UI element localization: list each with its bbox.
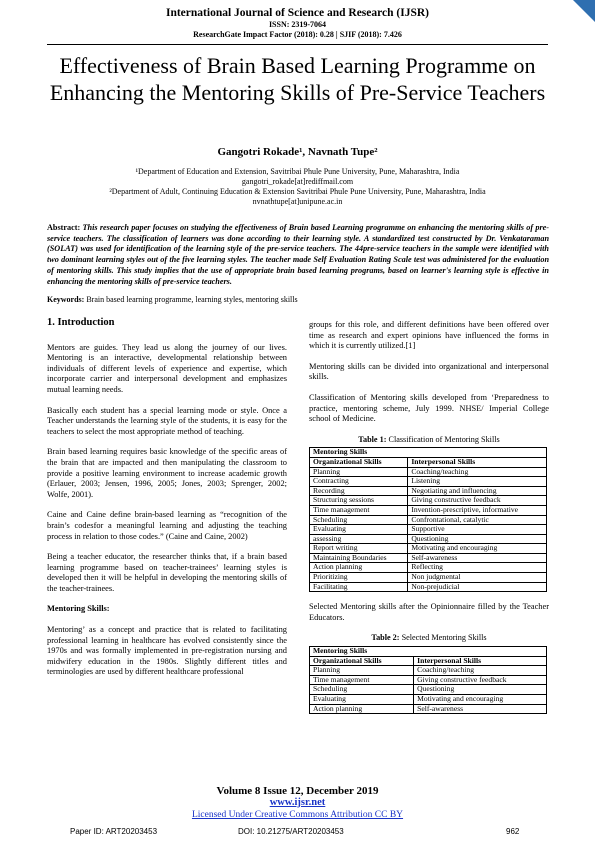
table-2-caption-text: Selected Mentoring Skills bbox=[399, 633, 487, 643]
table-cell: Report writing bbox=[310, 544, 408, 554]
paragraph: Selected Mentoring skills after the Opinionnaire filled by the Teacher Educators. bbox=[309, 602, 549, 622]
page-number: 962 bbox=[506, 827, 520, 836]
table-cell: assessing bbox=[310, 534, 408, 544]
table-2-title: Mentoring Skills bbox=[310, 647, 547, 657]
table-cell: Non judgmental bbox=[408, 573, 547, 583]
journal-header bbox=[0, 7, 595, 40]
table-row bbox=[310, 525, 547, 535]
journal-impact: ResearchGate Impact Factor (2018): 0.28 | SJIF (2018): 7.426 bbox=[193, 30, 402, 39]
table-1 bbox=[309, 447, 547, 592]
table-row bbox=[310, 582, 547, 592]
table-cell: Maintaining Boundaries bbox=[310, 553, 408, 563]
table-cell: Invention-prescriptive, informative bbox=[408, 505, 547, 515]
paragraph: Brain based learning requires basic knowledge of the specific areas of the brain that are impacted and then manipulating the classroom to provide a positive learning environment to increase academic growth (Erlauer, 2003; Jensen, 1996, 2005; Jones, 2003; Sprenger, 2002; Wolfe, 2001). bbox=[47, 447, 287, 499]
table-row bbox=[310, 695, 547, 705]
table-cell: Motivating and encouraging bbox=[414, 695, 547, 705]
table-row bbox=[310, 505, 547, 515]
website-link[interactable]: www.ijsr.net bbox=[269, 797, 326, 808]
license-link[interactable]: Licensed Under Creative Commons Attribution CC BY bbox=[191, 810, 404, 820]
affiliation-1: ¹Department of Education and Extension, Savitribai Phule Pune University, Pune, Maharashtra, India bbox=[135, 167, 460, 176]
abstract-text: This research paper focuses on studying the effectiveness of Brain based Learning programme on enhancing the mentoring skills of pre-service teachers. The classification of learners was done according to their learning style. A standardized test constructed by Dr. Venkataraman (SOLAT) was used for identification of the learning style of the pre-service teachers. The 44pre-service teachers in the sample were identified with two dominant learning styles out of the five learning styles. The teacher made Self Evaluation Rating Scale test was administered for the evaluation of mentoring skills. This study implies that the use of appropriate brain based learning programs, based on learner's learning style is effective in enhancing the mentoring skills of pre-service teachers. bbox=[47, 223, 550, 286]
table-cell: Coaching/teaching bbox=[408, 467, 547, 477]
right-column bbox=[309, 320, 549, 714]
table-cell: Giving constructive feedback bbox=[414, 675, 547, 685]
paragraph: groups for this role, and different definitions have been offered over time as research and expert opinions have influenced the forms in which it is currently utilized.[1] bbox=[309, 320, 549, 351]
header-rule bbox=[47, 44, 548, 45]
affiliation-2: ²Department of Adult, Continuing Education & Extension Savitribai Phule Pune University, Pune, Maharashtra, India bbox=[109, 187, 486, 196]
affiliations bbox=[40, 167, 555, 207]
table-row bbox=[310, 573, 547, 583]
journal-issn: ISSN: 2319-7064 bbox=[268, 20, 327, 29]
subheading-mentoring-skills: Mentoring Skills: bbox=[47, 604, 110, 614]
table-2 bbox=[309, 646, 547, 714]
table-1-caption-text: Classification of Mentoring Skills bbox=[386, 434, 500, 444]
table-cell: Planning bbox=[310, 666, 414, 676]
journal-name: International Journal of Science and Research (IJSR) bbox=[165, 7, 429, 19]
abstract-label: Abstract: bbox=[47, 223, 81, 232]
table-cell: Listening bbox=[408, 477, 547, 487]
paragraph: Caine and Caine define brain-based learning as “recognition of the brain’s codesfor a meaningful learning and adjusting the teaching process in relation to those codes.” (Caine and Caine, 2002) bbox=[47, 510, 287, 541]
keywords bbox=[47, 295, 549, 305]
table-1-title: Mentoring Skills bbox=[310, 448, 547, 458]
table-cell: Time management bbox=[310, 505, 408, 515]
table-cell: Confrontational, catalytic bbox=[408, 515, 547, 525]
table-cell: Evaluating bbox=[310, 525, 408, 535]
table-cell: Questioning bbox=[414, 685, 547, 695]
table-2-caption bbox=[309, 633, 549, 644]
paragraph: Mentoring’ as a concept and practice that is related to facilitating professional learning in healthcare has evolved consistently since the 1970s and was formally implemented in pre-registration nursing and midwifery education in the 1980s. Slightly different titles and terminologies are used by different healthcare professional bbox=[47, 625, 287, 677]
email-2: nvnathtupe[at]unipune.ac.in bbox=[252, 197, 343, 206]
email-1: gangotri_rokade[at]rediffmail.com bbox=[241, 177, 354, 186]
paper-id: Paper ID: ART20203453 bbox=[70, 827, 158, 836]
table-cell: Negotiating and influencing bbox=[408, 486, 547, 496]
table-row bbox=[310, 544, 547, 554]
paragraph: Being a teacher educator, the researcher thinks that, if a brain based learning programme based on teacher-trainees’ learning styles is developed then it will be helpful in developing the mentoring skills of the teacher-trainees. bbox=[47, 552, 287, 593]
authors: Gangotri Rokade¹, Navnath Tupe² bbox=[217, 146, 378, 158]
table-row bbox=[310, 704, 547, 714]
table-cell: Supportive bbox=[408, 525, 547, 535]
table-cell: Scheduling bbox=[310, 515, 408, 525]
left-column bbox=[47, 318, 287, 688]
doi: DOI: 10.21275/ART20203453 bbox=[238, 827, 344, 836]
table-2-col1-header: Organizational Skills bbox=[310, 656, 414, 666]
table-row bbox=[310, 666, 547, 676]
table-cell: Motivating and encouraging bbox=[408, 544, 547, 554]
table-cell: Recording bbox=[310, 486, 408, 496]
paper-title: Effectiveness of Brain Based Learning Programme on Enhancing the Mentoring Skills of Pre-Service Teachers bbox=[49, 53, 546, 105]
table-cell: Coaching/teaching bbox=[414, 666, 547, 676]
table-cell: Action planning bbox=[310, 704, 414, 714]
paragraph: Basically each student has a special learning mode or style. Once a Teacher understands the learning style of the students, it is easy for the teachers to select the most appropriate method of teaching. bbox=[47, 405, 287, 436]
table-cell: Action planning bbox=[310, 563, 408, 573]
table-cell: Scheduling bbox=[310, 685, 414, 695]
table-1-caption-label: Table 1: bbox=[358, 434, 387, 444]
table-1-caption bbox=[309, 435, 549, 446]
table-cell: Planning bbox=[310, 467, 408, 477]
table-1-col1-header: Organizational Skills bbox=[310, 457, 408, 467]
abstract bbox=[47, 223, 549, 287]
paragraph: Mentors are guides. They lead us along the journey of our lives. Mentoring is an interactive, developmental relationship between individuals of different levels of experience and expertise, which incorporate carrier and interpersonal development and emphasizes mutual learning needs. bbox=[47, 342, 287, 394]
table-cell: Structuring sessions bbox=[310, 496, 408, 506]
page-footer bbox=[0, 785, 595, 821]
section-heading-introduction: 1. Introduction bbox=[47, 317, 115, 328]
table-row bbox=[310, 477, 547, 487]
table-row bbox=[310, 496, 547, 506]
table-cell: Questioning bbox=[408, 534, 547, 544]
table-cell: Prioritizing bbox=[310, 573, 408, 583]
table-1-col2-header: Interpersonal Skills bbox=[408, 457, 547, 467]
table-2-caption-label: Table 2: bbox=[371, 633, 400, 643]
table-cell: Time management bbox=[310, 675, 414, 685]
table-cell: Reflecting bbox=[408, 563, 547, 573]
paragraph: Classification of Mentoring skills developed from ‘Preparedness to practice, mentoring scheme, July 1999. NHSE/ Imperial College school of Medicine. bbox=[309, 392, 549, 424]
keywords-text: Brain based learning programme, learning styles, mentoring skills bbox=[86, 295, 298, 304]
keywords-label: Keywords: bbox=[47, 295, 85, 304]
paragraph: Mentoring skills can be divided into organizational and interpersonal skills. bbox=[309, 361, 549, 382]
table-2-col2-header: Interpersonal Skills bbox=[414, 656, 547, 666]
table-cell: Self-awareness bbox=[408, 553, 547, 563]
table-cell: Facilitating bbox=[310, 582, 408, 592]
table-cell: Evaluating bbox=[310, 695, 414, 705]
table-cell: Self-awareness bbox=[414, 704, 547, 714]
volume-info: Volume 8 Issue 12, December 2019 bbox=[216, 785, 379, 797]
table-cell: Contracting bbox=[310, 477, 408, 487]
table-cell: Non-prejudicial bbox=[408, 582, 547, 592]
table-cell: Giving constructive feedback bbox=[408, 496, 547, 506]
